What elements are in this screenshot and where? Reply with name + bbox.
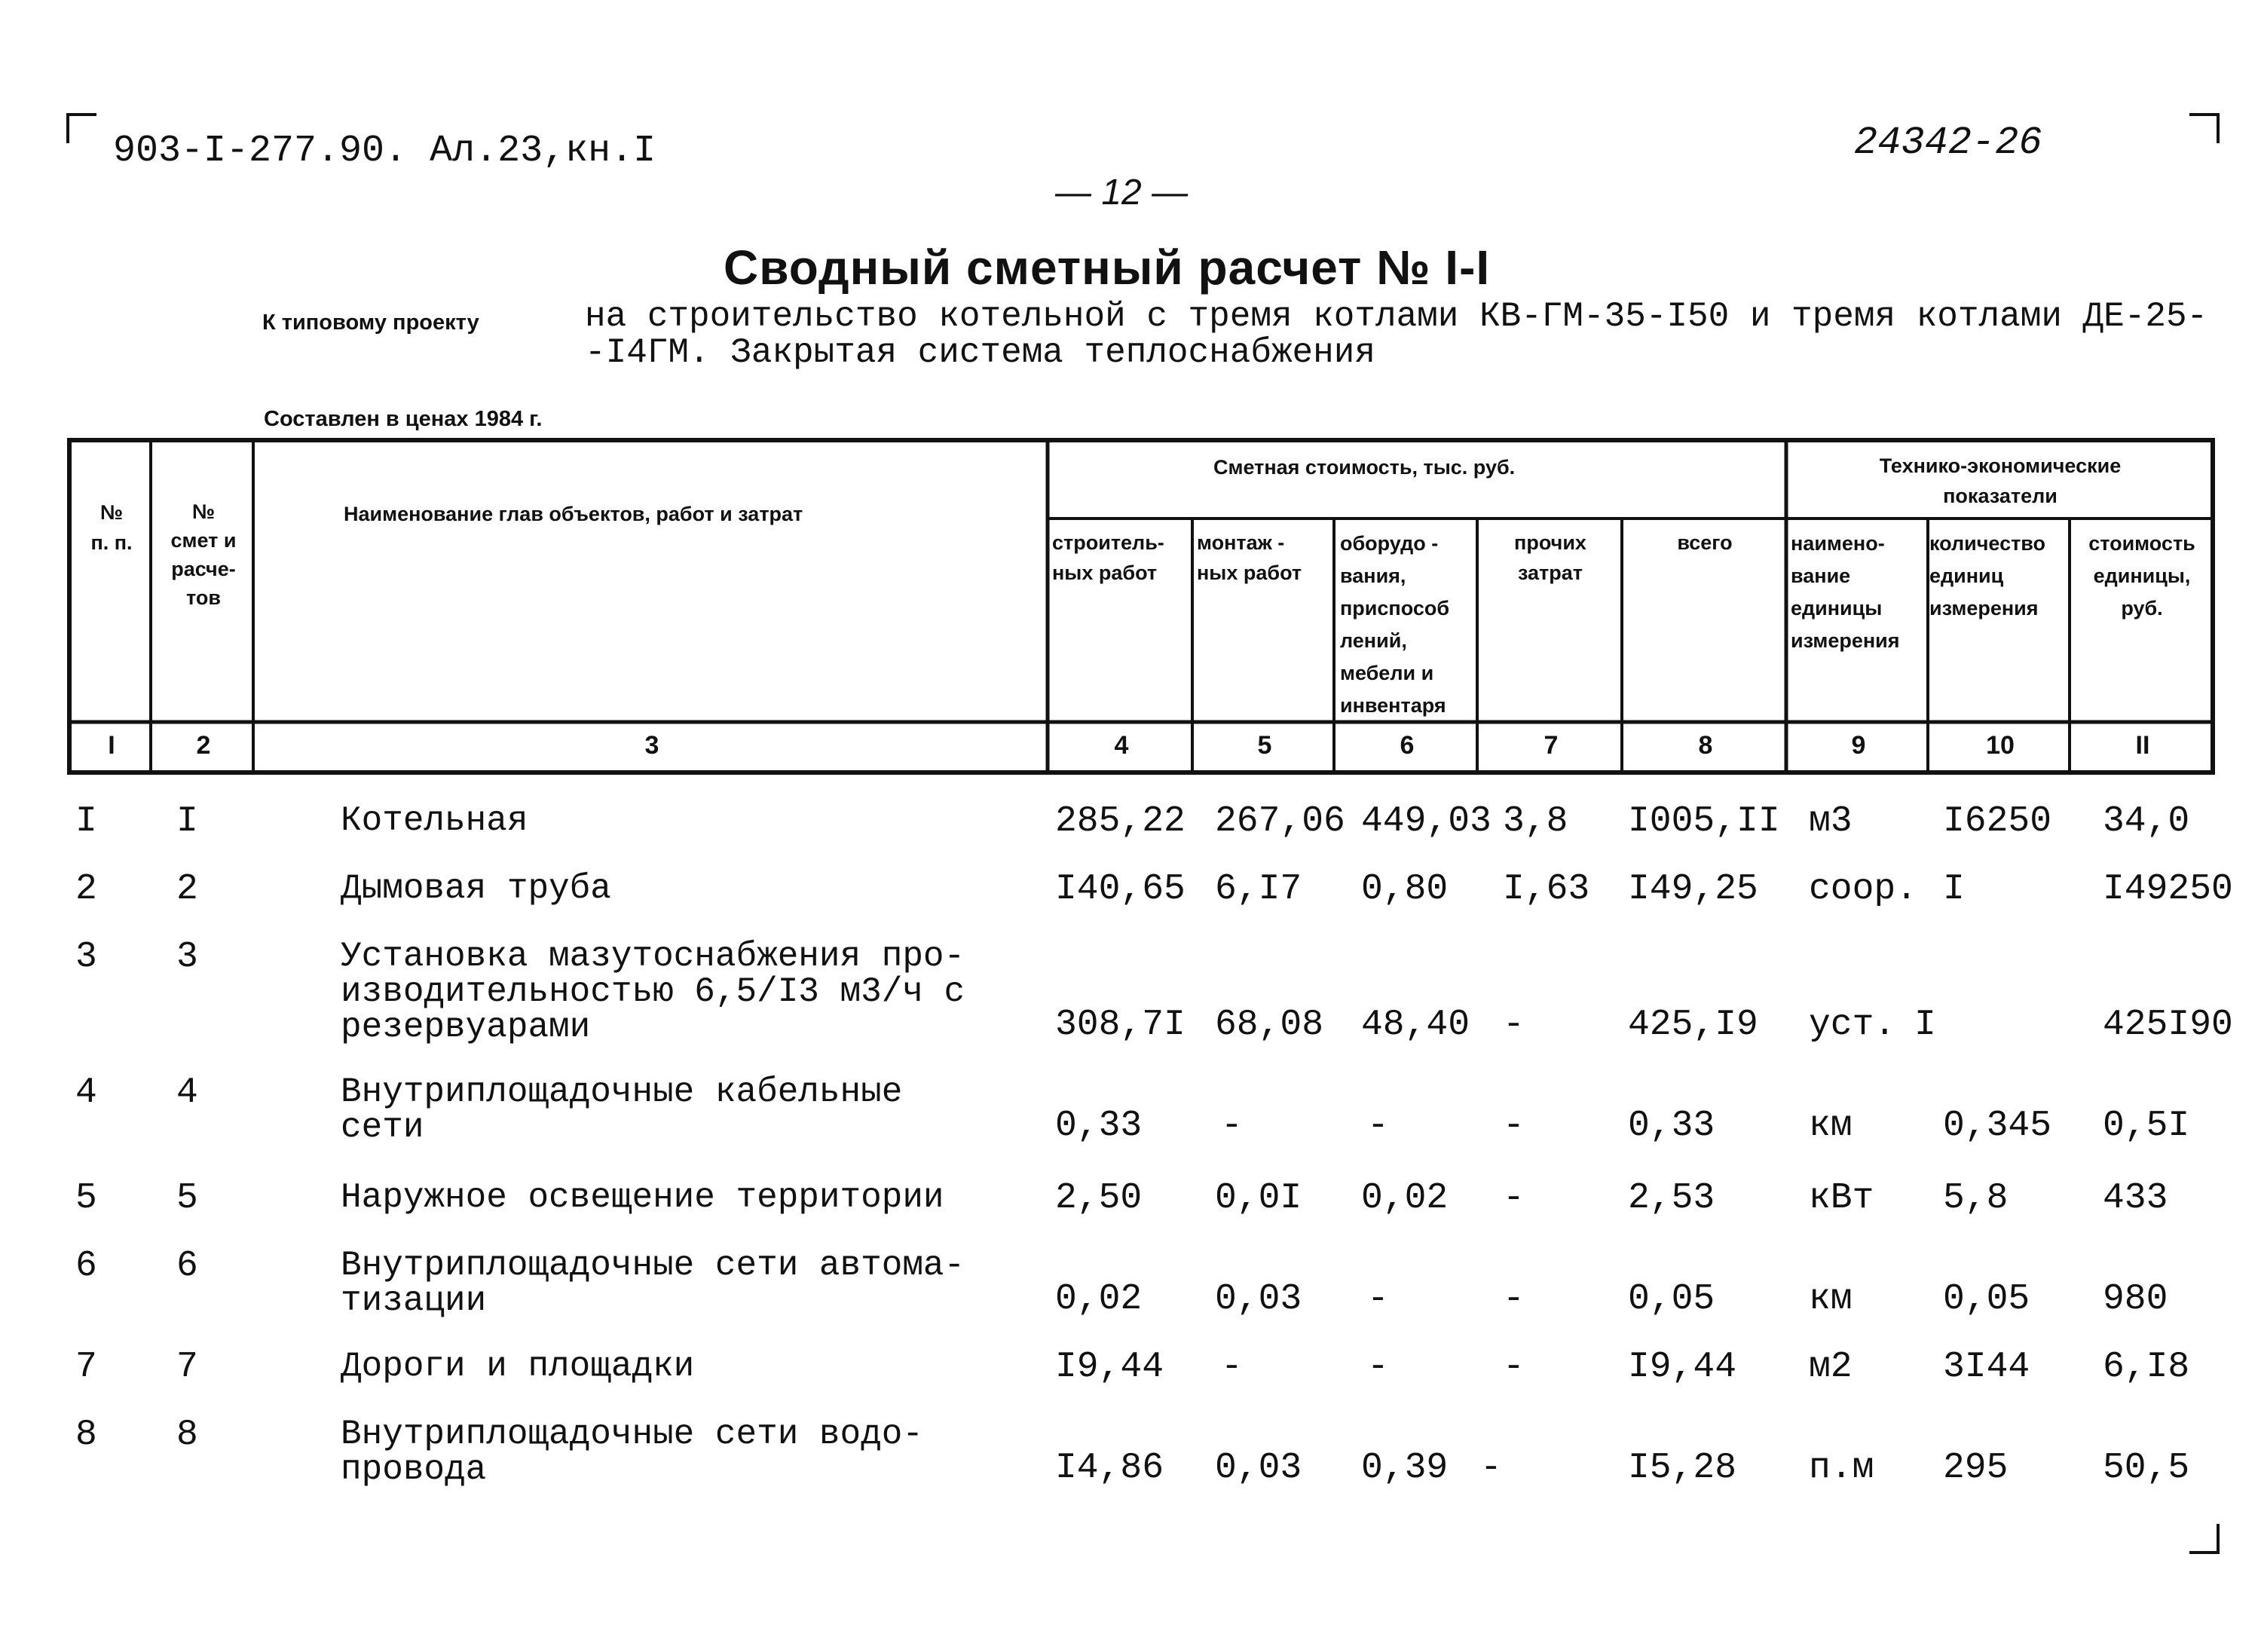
cost-total: I5,28	[1628, 1448, 1737, 1488]
cost-installation: -	[1221, 1106, 1243, 1146]
cost-installation: 0,03	[1215, 1448, 1302, 1488]
cost-equipment: -	[1367, 1279, 1389, 1320]
unit-name: км	[1809, 1106, 1853, 1146]
row-number: 5	[75, 1178, 97, 1219]
cost-construction: 308,7I	[1055, 1005, 1186, 1045]
cost-total: 0,05	[1628, 1279, 1715, 1320]
cost-equipment: 0,80	[1361, 869, 1449, 910]
unit-cost: I49250	[2103, 869, 2233, 910]
estimate-number: 6	[176, 1246, 198, 1286]
unit-quantity: I	[1914, 1005, 1936, 1045]
estimate-number: 8	[176, 1415, 198, 1455]
header-col4: строитель- ных работ	[1052, 531, 1164, 584]
cost-installation: 6,I7	[1215, 869, 1302, 910]
cost-construction: 0,02	[1055, 1279, 1143, 1320]
row-number: 7	[75, 1347, 97, 1387]
row-number: 4	[75, 1072, 97, 1113]
row-number: 6	[75, 1246, 97, 1286]
cost-other: 3,8	[1503, 801, 1568, 842]
subject-line-1: на строительство котельной с тремя котлами КВ-ГМ-35-I50 и тремя котлами ДЕ-25-	[585, 297, 2208, 336]
row-name: Установка мазутоснабжения про- изводительностью 6,5/I3 м3/ч с резервуарами	[341, 937, 965, 1047]
unit-name: кВт	[1809, 1178, 1874, 1219]
unit-name: м3	[1809, 801, 1853, 842]
cost-equipment: 449,03	[1361, 801, 1492, 842]
unit-cost: 0,5I	[2103, 1106, 2190, 1146]
column-number: 8	[1698, 731, 1713, 760]
row-name: Котельная	[341, 801, 528, 840]
cost-construction: 285,22	[1055, 801, 1186, 842]
cost-installation: 0,0I	[1215, 1178, 1302, 1219]
unit-name: уст.	[1809, 1005, 1896, 1045]
cost-installation: 68,08	[1215, 1005, 1324, 1045]
cost-construction: I4,86	[1055, 1448, 1164, 1488]
unit-quantity: 0,05	[1943, 1279, 2030, 1320]
subject-line-2: -I4ГМ. Закрытая система теплоснабжения	[585, 333, 1375, 372]
row-number: 2	[75, 869, 97, 910]
cost-total: I9,44	[1628, 1347, 1737, 1387]
row-name: Внутриплощадочные кабельные сети	[341, 1072, 903, 1147]
header-col2: № смет и расче- тов	[170, 500, 237, 609]
column-number: 3	[644, 731, 659, 760]
cost-other: -	[1503, 1279, 1525, 1320]
unit-quantity: 295	[1943, 1448, 2009, 1488]
cost-total: I005,II	[1628, 801, 1780, 842]
header-group-tech: Технико-экономические показатели	[1879, 454, 2122, 507]
cost-equipment: 0,39	[1361, 1448, 1449, 1488]
column-number: 10	[1986, 731, 2015, 760]
unit-name: соор.	[1809, 869, 1918, 910]
cost-total: 2,53	[1628, 1178, 1715, 1219]
estimate-number: 7	[176, 1347, 198, 1387]
estimate-number: 2	[176, 869, 198, 910]
header-col10: количество единиц измерения	[1929, 532, 2046, 620]
header-col7: прочих затрат	[1514, 531, 1586, 584]
handwritten-number: 24342-26	[1854, 121, 2042, 165]
estimate-number: 5	[176, 1178, 198, 1219]
estimate-number: 4	[176, 1072, 198, 1113]
column-number: 4	[1114, 731, 1129, 760]
row-name: Дымовая труба	[341, 869, 611, 908]
page-number: — 12 —	[1055, 173, 1189, 213]
row-name: Наружное освещение территории	[341, 1178, 944, 1217]
row-name: Внутриплощадочные сети автома- тизации	[341, 1246, 965, 1320]
column-number: 2	[196, 731, 211, 760]
cost-construction: 2,50	[1055, 1178, 1143, 1219]
cost-total: I49,25	[1628, 869, 1758, 910]
cost-other: -	[1503, 1178, 1525, 1219]
unit-cost: 6,I8	[2103, 1347, 2190, 1387]
document-code: 903-I-277.90. Ал.23,кн.I	[113, 130, 656, 173]
row-name: Дороги и площадки	[341, 1347, 695, 1386]
cost-other: -	[1503, 1347, 1525, 1387]
cost-installation: 0,03	[1215, 1279, 1302, 1320]
header-col9: наимено- вание единицы измерения	[1791, 532, 1900, 652]
cost-total: 425,I9	[1628, 1005, 1758, 1045]
header-col11: стоимость единицы, руб.	[2088, 532, 2195, 620]
row-name: Внутриплощадочные сети водо- провода	[341, 1415, 923, 1489]
cost-total: 0,33	[1628, 1106, 1715, 1146]
estimate-number: 3	[176, 937, 198, 977]
estimate-number: I	[176, 801, 198, 842]
cost-other: I,63	[1503, 869, 1590, 910]
cost-construction: I9,44	[1055, 1347, 1164, 1387]
prices-label: Составлен в ценах 1984 г.	[264, 407, 543, 431]
cost-construction: I40,65	[1055, 869, 1186, 910]
unit-cost: 50,5	[2103, 1448, 2190, 1488]
column-number: 5	[1257, 731, 1272, 760]
cost-installation: 267,06	[1215, 801, 1345, 842]
page-title: Сводный сметный расчет № I-I	[724, 240, 1491, 295]
header-col6: оборудо - вания, приспособ лений, мебели и инвентаря	[1340, 532, 1450, 717]
header-group-cost: Сметная стоимость, тыс. руб.	[1213, 456, 1516, 479]
unit-cost: 433	[2103, 1178, 2168, 1219]
row-number: I	[75, 801, 97, 842]
column-number: I	[108, 731, 115, 760]
cost-equipment: 48,40	[1361, 1005, 1470, 1045]
unit-name: м2	[1809, 1347, 1853, 1387]
unit-cost: 425I90	[2103, 1005, 2233, 1045]
cost-equipment: -	[1367, 1106, 1389, 1146]
cost-installation: -	[1221, 1347, 1243, 1387]
cost-other: -	[1503, 1005, 1525, 1045]
to-project-label: К типовому проекту	[262, 311, 479, 335]
unit-cost: 34,0	[2103, 801, 2190, 842]
unit-cost: 980	[2103, 1279, 2168, 1320]
column-number: 7	[1544, 731, 1559, 760]
column-number: 6	[1400, 731, 1415, 760]
header-col3: Наименование глав объектов, работ и затрат	[344, 503, 803, 525]
column-number: 9	[1851, 731, 1866, 760]
cost-equipment: 0,02	[1361, 1178, 1449, 1219]
row-number: 3	[75, 937, 97, 977]
unit-quantity: I	[1943, 869, 1965, 910]
cost-construction: 0,33	[1055, 1106, 1143, 1146]
header-col1: № п. п.	[90, 501, 133, 554]
header-col5: монтаж - ных работ	[1197, 531, 1302, 584]
unit-quantity: I6250	[1943, 801, 2052, 842]
row-number: 8	[75, 1415, 97, 1455]
header-col8: всего	[1677, 531, 1733, 554]
unit-quantity: 5,8	[1943, 1178, 2009, 1219]
unit-quantity: 0,345	[1943, 1106, 2052, 1146]
cost-equipment: -	[1367, 1347, 1389, 1387]
cost-other: -	[1503, 1106, 1525, 1146]
column-number: II	[2135, 731, 2150, 760]
cost-other: -	[1480, 1448, 1502, 1488]
unit-name: п.м	[1809, 1448, 1874, 1488]
unit-name: км	[1809, 1279, 1853, 1320]
unit-quantity: 3I44	[1943, 1347, 2030, 1387]
